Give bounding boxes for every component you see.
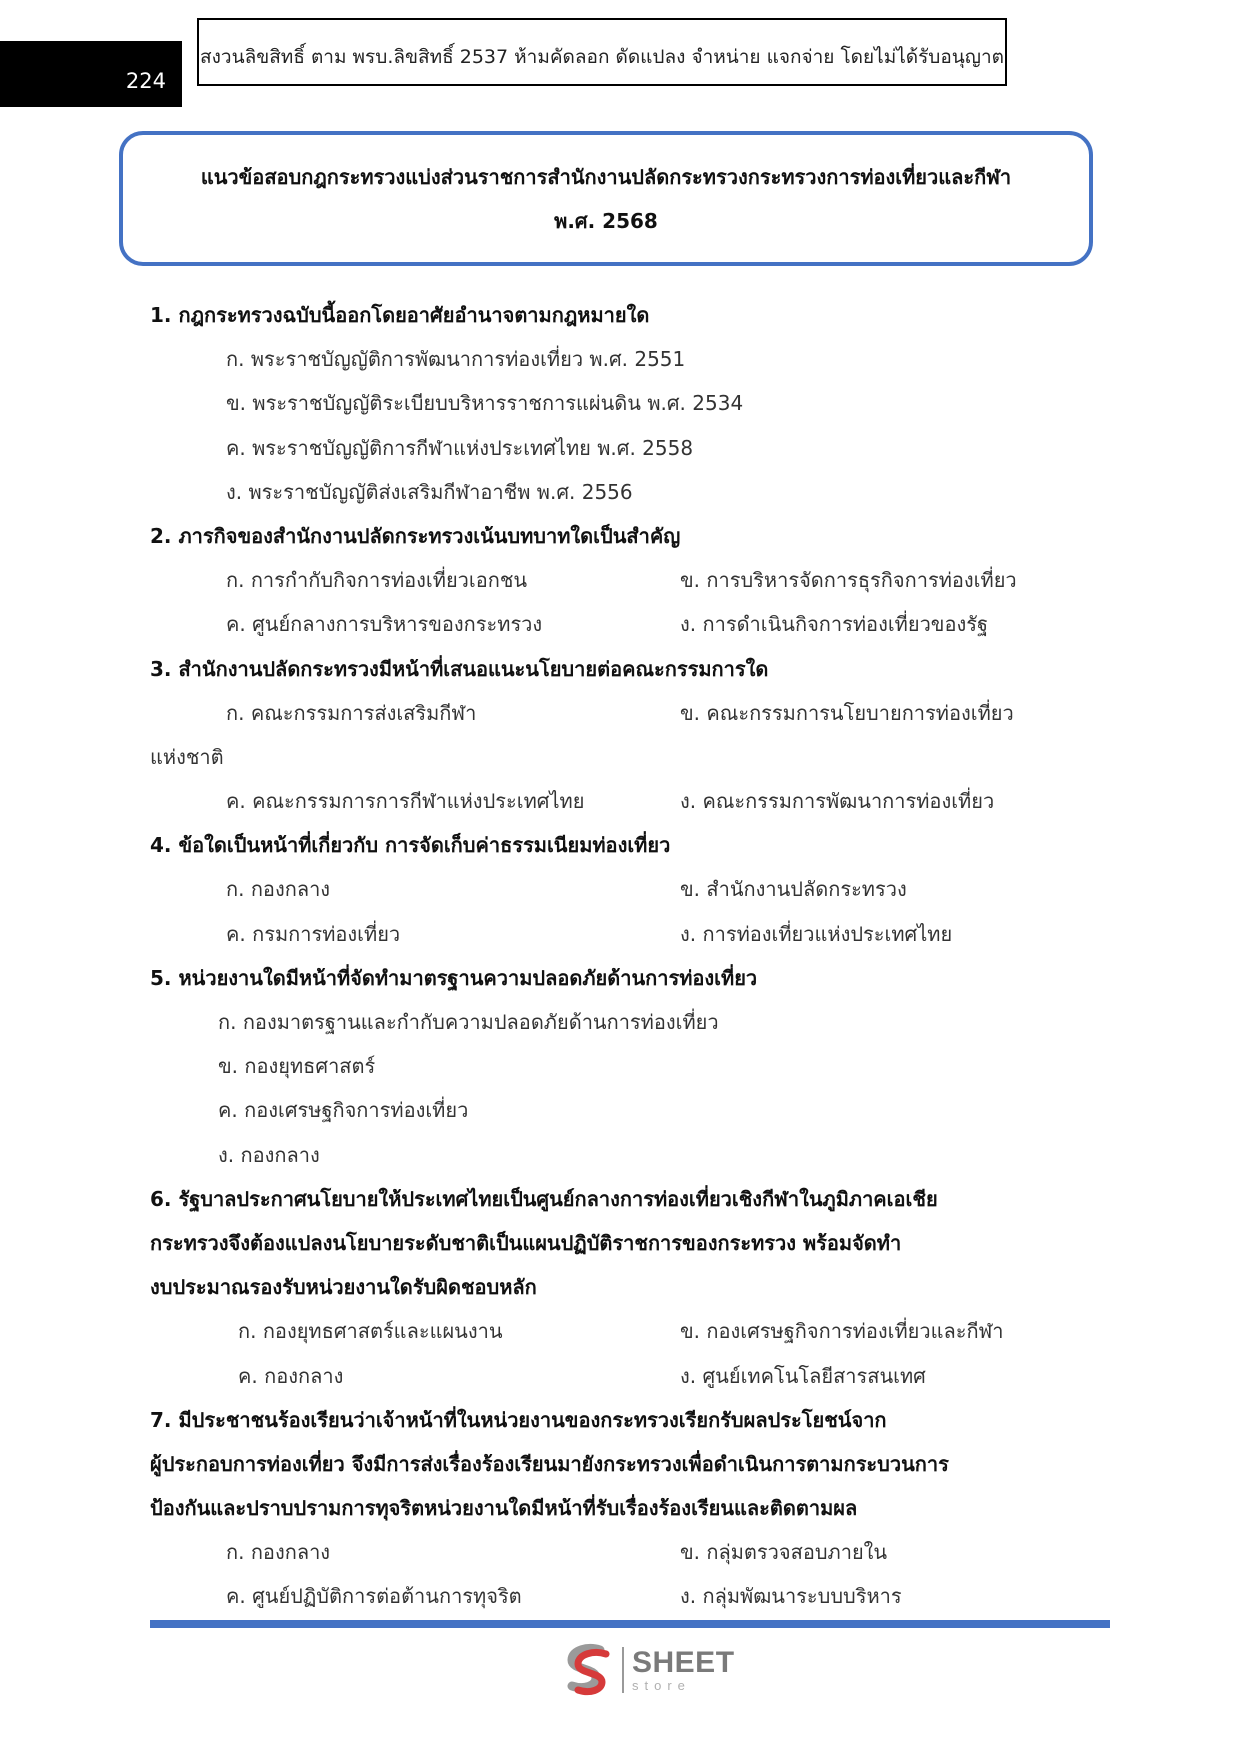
- question-5: 5. หน่วยงานใดมีหน้าที่จัดทำมาตรฐานความปลอดภัยด้านการท่องเที่ยว: [150, 965, 758, 990]
- q3-option-b: ข. คณะกรรมการนโยบายการท่องเที่ยว: [680, 700, 1014, 725]
- q3-options-row-2: [150, 779, 1100, 823]
- question-7-line-2: ผู้ประกอบการท่องเที่ยว จึงมีการส่งเรื่องร้องเรียนมายังกระทรวงเพื่อดำเนินการตามกระบวนการ: [150, 1451, 949, 1476]
- q6-options-row-1: [150, 1309, 1100, 1353]
- q3-option-c: ค. คณะกรรมการการกีฬาแห่งประเทศไทย: [226, 789, 585, 814]
- logo-word: SHEET: [632, 1646, 735, 1679]
- question-6-line-1: 6. รัฐบาลประกาศนโยบายให้ประเทศไทยเป็นศูนย์กลางการท่องเที่ยวเชิงกีฬาในภูมิภาคเอเชีย: [150, 1186, 938, 1211]
- q6-option-a: ก. กองยุทธศาสตร์และแผนงาน: [238, 1319, 503, 1344]
- question-1: 1. กฎกระทรวงฉบับนี้ออกโดยอาศัยอำนาจตามกฎหมายใด: [150, 303, 650, 327]
- q7-option-d: ง. กลุ่มพัฒนาระบบบริหาร: [680, 1584, 902, 1609]
- copyright-notice: สงวนลิขสิทธิ์ ตาม พรบ.ลิขสิทธิ์ 2537 ห้ามคัดลอก ดัดแปลง จำหน่าย แจกจ่าย โดยไม่ได้รับอนุญาต: [200, 46, 1004, 68]
- logo-separator: [622, 1647, 624, 1693]
- q6-options-row-2: [150, 1354, 1100, 1398]
- logo-subtext: store: [632, 1678, 691, 1693]
- q2-option-b: ข. การบริหารจัดการธุรกิจการท่องเที่ยว: [680, 568, 1017, 593]
- q3-option-b-continued: แห่งชาติ: [150, 744, 224, 769]
- question-7-line-1: 7. มีประชาชนร้องเรียนว่าเจ้าหน้าที่ในหน่วยงานของกระทรวงเรียกรับผลประโยชน์จาก: [150, 1407, 887, 1432]
- question-2: 2. ภารกิจของสำนักงานปลัดกระทรวงเน้นบทบาทใดเป็นสำคัญ: [150, 523, 681, 548]
- question-7-line-3: ป้องกันและปราบปรามการทุจริตหน่วยงานใดมีหน้าที่รับเรื่องร้องเรียนและติดตามผล: [150, 1496, 858, 1521]
- page-number-badge: [0, 41, 182, 107]
- q4-options-row-2: [150, 912, 1100, 956]
- q6-option-d: ง. ศูนย์เทคโนโลยีสารสนเทศ: [680, 1363, 926, 1388]
- q1-option-a: ก. พระราชบัญญัติการพัฒนาการท่องเที่ยว พ.ศ. 2551: [226, 347, 686, 372]
- title-line-2: พ.ศ. 2568: [554, 208, 658, 233]
- q4-options-row-1: [150, 867, 1100, 911]
- q3-options-row-1: [150, 691, 1100, 735]
- question-6-line-2: กระทรวงจึงต้องแปลงนโยบายระดับชาติเป็นแผนปฏิบัติราชการของกระทรวง พร้อมจัดทำ: [150, 1230, 902, 1255]
- q6-option-c: ค. กองกลาง: [238, 1363, 344, 1388]
- q4-option-d: ง. การท่องเที่ยวแห่งประเทศไทย: [680, 921, 953, 946]
- q2-options-row-2: [150, 602, 1100, 646]
- question-3: 3. สำนักงานปลัดกระทรวงมีหน้าที่เสนอแนะนโยบายต่อคณะกรรมการใด: [150, 656, 769, 681]
- q2-option-a: ก. การกำกับกิจการท่องเที่ยวเอกชน: [226, 568, 528, 593]
- q7-options-row-1: [150, 1530, 1100, 1574]
- title-box: [119, 131, 1093, 266]
- q5-option-d: ง. กองกลาง: [218, 1142, 320, 1167]
- q3-option-d: ง. คณะกรรมการพัฒนาการท่องเที่ยว: [680, 789, 995, 814]
- q1-option-c: ค. พระราชบัญญัติการกีฬาแห่งประเทศไทย พ.ศ. 2558: [226, 435, 694, 460]
- q1-option-d: ง. พระราชบัญญัติส่งเสริมกีฬาอาชีพ พ.ศ. 2556: [226, 479, 633, 504]
- q2-options-row-1: [150, 558, 1100, 602]
- footer-divider: [150, 1620, 1110, 1628]
- logo-text: [632, 1648, 735, 1692]
- q4-option-c: ค. กรมการท่องเที่ยว: [226, 921, 401, 946]
- question-6-line-3: งบประมาณรองรับหน่วยงานใดรับผิดชอบหลัก: [150, 1275, 537, 1300]
- q6-option-b: ข. กองเศรษฐกิจการท่องเที่ยวและกีฬา: [680, 1319, 1004, 1344]
- q4-option-b: ข. สำนักงานปลัดกระทรวง: [680, 877, 907, 902]
- sheet-store-logo: [562, 1640, 735, 1700]
- q5-option-a: ก. กองมาตรฐานและกำกับความปลอดภัยด้านการท่องเที่ยว: [218, 1010, 719, 1034]
- page-number: 224: [125, 69, 166, 93]
- q2-option-c: ค. ศูนย์กลางการบริหารของกระทรวง: [226, 612, 543, 637]
- q7-option-c: ค. ศูนย์ปฏิบัติการต่อต้านการทุจริต: [226, 1584, 522, 1609]
- q7-options-row-2: [150, 1574, 1100, 1618]
- question-list: [150, 293, 1100, 1619]
- sheet-s-logo-icon: [562, 1642, 614, 1698]
- copyright-notice-box: [197, 18, 1007, 86]
- q3-option-a: ก. คณะกรรมการส่งเสริมกีฬา: [226, 700, 477, 725]
- question-4: 4. ข้อใดเป็นหน้าที่เกี่ยวกับ การจัดเก็บค่าธรรมเนียมท่องเที่ยว: [150, 833, 671, 858]
- q4-option-a: ก. กองกลาง: [226, 877, 331, 902]
- q7-option-a: ก. กองกลาง: [226, 1540, 331, 1565]
- q7-option-b: ข. กลุ่มตรวจสอบภายใน: [680, 1540, 888, 1565]
- q5-option-c: ค. กองเศรษฐกิจการท่องเที่ยว: [218, 1098, 469, 1123]
- q1-option-b: ข. พระราชบัญญัติระเบียบบริหารราชการแผ่นดิน พ.ศ. 2534: [226, 391, 744, 416]
- q2-option-d: ง. การดำเนินกิจการท่องเที่ยวของรัฐ: [680, 612, 989, 637]
- title-line-1: แนวข้อสอบกฎกระทรวงแบ่งส่วนราชการสำนักงานปลัดกระทรวงกระทรวงการท่องเที่ยวและกีฬา: [200, 164, 1012, 189]
- q5-option-b: ข. กองยุทธศาสตร์: [218, 1054, 376, 1079]
